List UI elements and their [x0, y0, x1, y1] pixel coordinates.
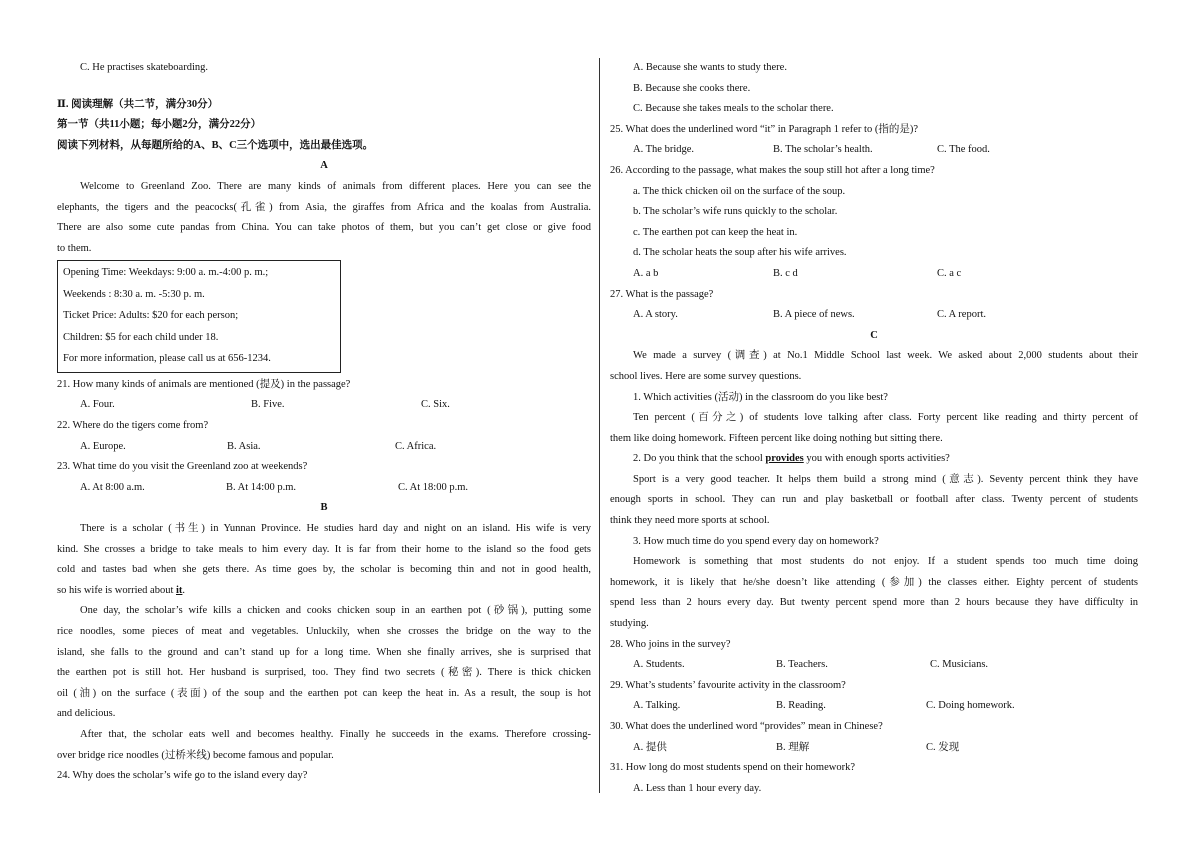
- option: A. Students.: [633, 659, 685, 671]
- passage-b-line: There is a scholar (书生) in Yunnan Province. He studies hard day and night on an island. His wife is very: [80, 523, 591, 534]
- q24-option-c: C. Because she takes meals to the scholar there.: [633, 103, 834, 115]
- question-28: 28. Who joins in the survey?: [610, 638, 731, 650]
- option: B. Five.: [251, 399, 285, 411]
- q24-option-b: B. Because she cooks there.: [633, 82, 751, 94]
- child-price: Children: $5 for each child under 18.: [63, 331, 219, 343]
- left-column: [57, 58, 591, 787]
- question-22: 22. Where do the tigers come from?: [57, 420, 209, 432]
- question-30-options: [610, 738, 1138, 759]
- option: A. a b: [633, 267, 659, 279]
- question-22-options: [57, 437, 591, 458]
- passage-c-line: school lives. Here are some survey questions.: [610, 370, 802, 382]
- passage-c-line: Sport is a very good teacher. It helps them build a strong mind (意志). Seventy percent think they have: [633, 473, 1138, 485]
- option: B. At 14:00 p.m.: [226, 481, 297, 493]
- passage-b-line: the earthen pot is still hot. Her husband is surprised, too. They find two secrets (秘密). There is thick chicken: [57, 667, 591, 679]
- option: A. Europe.: [80, 440, 126, 452]
- question-23: 23. What time do you visit the Greenland zoo at weekends?: [57, 461, 308, 473]
- section-title: Ⅱ. 阅读理解（共二节，满分30分）: [57, 98, 219, 110]
- section-subtitle: 第一节（共11小题；每小题2分，满分22分）: [57, 119, 262, 131]
- survey-question-3: 3. How much time do you spend every day on homework?: [633, 535, 879, 547]
- option: A. Talking.: [633, 700, 681, 712]
- contact-info: For more information, please call us at 656-1234.: [63, 353, 271, 365]
- passage-b-line: [57, 581, 591, 602]
- passage-b-line: and delicious.: [57, 708, 116, 720]
- instruction: 阅读下列材料，从每题所给的A、B、C三个选项中，选出最佳选项。: [57, 139, 374, 151]
- question-29-options: [610, 696, 1138, 717]
- q26-item: c. The earthen pot can keep the heat in.: [633, 226, 798, 238]
- q24-option-a: A. Because she wants to study there.: [633, 62, 787, 73]
- text: so his wife is worried about: [57, 584, 176, 596]
- option: A. The bridge.: [633, 144, 695, 156]
- option: B. 理解: [776, 741, 810, 753]
- question-24: 24. Why does the scholar’s wife go to the island every day?: [57, 770, 308, 782]
- passage-b-line: cold and tastes bad when she gets there. As time goes by, the scholar is becoming thin and not in good health,: [57, 564, 591, 576]
- text: .: [182, 584, 186, 596]
- question-31: 31. How long do most students spend on their homework?: [610, 762, 855, 774]
- option: A. 提供: [633, 741, 667, 753]
- q26-item: a. The thick chicken oil on the surface of the soup.: [633, 185, 846, 197]
- option: B. c d: [773, 267, 798, 279]
- passage-c-label: C: [870, 329, 878, 341]
- passage-a-line: elephants, the tigers and the peacocks(孔雀) from Asia, the giraffes from Africa and the koalas from Australia.: [57, 201, 591, 213]
- question-28-options: [610, 655, 1138, 676]
- option: B. Teachers.: [776, 659, 828, 671]
- question-21-options: [57, 395, 591, 416]
- passage-c-line: spend less than 2 hours every day. But twenty percent spend more than 2 hours because they have difficulty in: [610, 597, 1138, 609]
- text: 2. Do you think that the school: [633, 453, 766, 465]
- question-29: 29. What’s students’ favourite activity in the classroom?: [610, 679, 846, 691]
- underlined-it: it: [175, 584, 183, 596]
- passage-a-line: Welcome to Greenland Zoo. There are many kinds of animals from different places. Here you can see the: [80, 180, 591, 192]
- passage-b-line: After that, the scholar eats well and becomes healthy. Finally he succeeds in the exams. Therefore crossing-: [80, 728, 591, 740]
- question-30: 30. What does the underlined word “provides” mean in Chinese?: [610, 721, 883, 732]
- option: C. Doing homework.: [926, 700, 1015, 712]
- right-column: [610, 58, 1138, 799]
- ticket-price: Ticket Price: Adults: $20 for each person;: [63, 310, 239, 322]
- option: C. a c: [937, 267, 962, 279]
- q31-option-a: A. Less than 1 hour every day.: [633, 782, 762, 794]
- passage-c-line: them like doing homework. Fifteen percent like doing nothing but sitting there.: [610, 432, 943, 444]
- question-26: 26. According to the passage, what makes the soup still hot after a long time?: [610, 164, 935, 176]
- passage-c-line: studying.: [610, 618, 649, 630]
- passage-b-line: island, she falls to the ground and can’t stand up for a long time. When she finally arrives, she is surprised that: [57, 646, 591, 658]
- passage-b-line: oil (油) on the surface (表面) of the soup and the earthen pot can keep the heat in. As a result, the soup is hot: [57, 687, 591, 699]
- passage-b-line: over bridge rice noodles (过桥米线) become famous and popular.: [57, 749, 334, 761]
- question-25-options: [610, 140, 1138, 161]
- option: A. At 8:00 a.m.: [80, 481, 145, 493]
- zoo-info-box: [57, 260, 341, 373]
- q26-item: d. The scholar heats the soup after his wife arrives.: [633, 247, 847, 259]
- q20-option-c: C. He practises skateboarding.: [80, 62, 209, 73]
- column-divider: [599, 58, 600, 793]
- option: B. Asia.: [227, 440, 261, 452]
- question-27: 27. What is the passage?: [610, 288, 714, 300]
- passage-c-line: think they need more sports at school.: [610, 515, 770, 527]
- option: B. Reading.: [776, 700, 826, 712]
- option: B. A piece of news.: [773, 309, 855, 321]
- option: C. A report.: [937, 309, 986, 321]
- option: C. Musicians.: [930, 659, 989, 671]
- option: C. Six.: [421, 399, 450, 411]
- passage-c-line: We made a survey (调查) at No.1 Middle School last week. We asked about 2,000 students about their: [633, 350, 1138, 362]
- survey-question-1: 1. Which activities (活动) in the classroom do you like best?: [633, 391, 888, 403]
- underlined-provides: provides: [765, 453, 804, 465]
- option: C. 发现: [926, 741, 960, 753]
- option: B. The scholar’s health.: [773, 144, 873, 156]
- q26-item: b. The scholar’s wife runs quickly to the scholar.: [633, 206, 838, 218]
- question-27-options: [610, 305, 1138, 326]
- text: you with enough sports activities?: [803, 453, 950, 465]
- survey-question-2: [610, 449, 1138, 470]
- passage-a-line: to them.: [57, 242, 92, 254]
- passage-c-line: Ten percent (百分之) of students love talking after class. Forty percent like reading and thirty percent of: [633, 412, 1138, 424]
- option: A. A story.: [633, 309, 678, 321]
- option: C. At 18:00 p.m.: [398, 481, 469, 493]
- option: A. Four.: [80, 399, 115, 411]
- question-23-options: [57, 478, 591, 499]
- passage-b-line: kind. She crosses a bridge to take meals to him every day. It is far from their home to the island so the food gets: [57, 543, 591, 555]
- option: C. Africa.: [395, 440, 437, 452]
- passage-c-line: enough sports in school. They can run and play basketball or football after class. Twenty percent of students: [610, 494, 1138, 506]
- option: C. The food.: [937, 144, 990, 156]
- passage-b-line: rice noodles, some pieces of meat and vegetables. Unluckily, when she crosses the bridge on the way to the: [57, 625, 591, 637]
- passage-b-label: B: [320, 502, 328, 514]
- passage-c-line: Homework is something that most students do not enjoy. If a student spends too much time doing: [633, 556, 1138, 568]
- passage-a-line: There are also some cute pandas from China. You can take photos of them, but you can’t get close or give food: [57, 222, 591, 234]
- passage-a-label: A: [320, 160, 328, 172]
- opening-time: Opening Time: Weekdays: 9:00 a. m.-4:00 p. m.;: [63, 267, 269, 279]
- question-26-options: [610, 264, 1138, 285]
- weekend-time: Weekends : 8:30 a. m. -5:30 p. m.: [63, 288, 205, 300]
- question-25: 25. What does the underlined word “it” in Paragraph 1 refer to (指的是)?: [610, 123, 918, 135]
- passage-c-line: homework, it is likely that he/she doesn’t like attending (参加) the classes either. Eighty percent of students: [610, 576, 1138, 588]
- question-21: 21. How many kinds of animals are mentioned (提及) in the passage?: [57, 378, 351, 390]
- passage-b-line: One day, the scholar’s wife kills a chicken and cooks chicken soup in an earthen pot (砂锅), putting some: [80, 605, 591, 617]
